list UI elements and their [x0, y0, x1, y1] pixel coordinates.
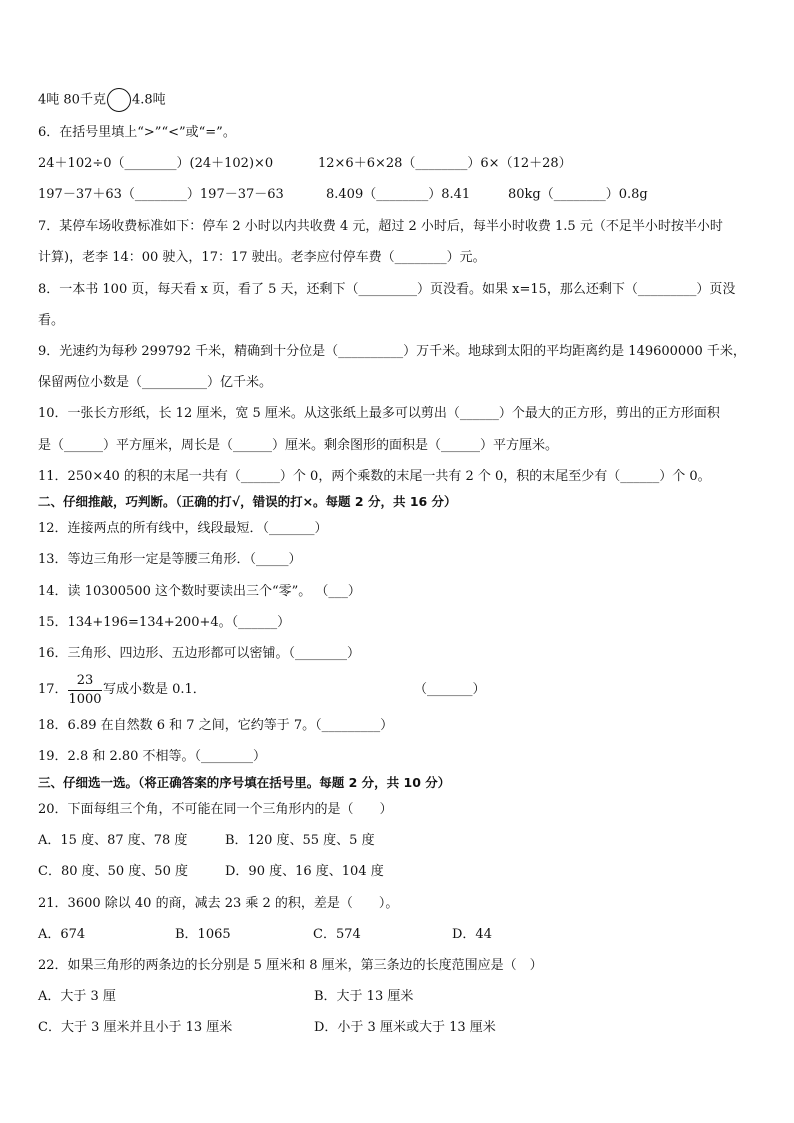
q6-item-5: 80kg（________）0.8g	[508, 187, 648, 202]
q21-option-a[interactable]: A．674	[38, 927, 86, 942]
question-17-number: 17．	[38, 682, 68, 697]
question-21: 21．3600 除以 40 的商，减去 23 乘 2 的积，差是（ ）。	[38, 896, 399, 911]
weight-right: 4.8吨	[131, 92, 166, 108]
question-17-answer: （_______）	[414, 682, 486, 697]
q21-option-c[interactable]: C．574	[313, 927, 361, 942]
fraction	[68, 672, 102, 709]
question-7-line-1: 7．某停车场收费标准如下：停车 2 小时以内共收费 4 元，超过 2 小时后，每半小时收费 1.5 元（不足半小时按半小时	[38, 219, 723, 234]
question-7-line-2: 计算)，老李 14：00 驶入，17：17 驶出。老李应付停车费（________）元。	[38, 250, 486, 265]
question-9-line-1: 9．光速约为每秒 299792 千米，精确到十分位是（__________）万千米。地球到太阳的平均距离约是 149600000 千米，	[38, 344, 746, 359]
question-22: 22．如果三角形的两条边的长分别是 5 厘米和 8 厘米，第三条边的长度范围应是（ ）	[38, 958, 543, 973]
question-10-line-1: 10．一张长方形纸，长 12 厘米，宽 5 厘米。从这张纸上最多可以剪出（______）个最大的正方形，剪出的正方形面积	[38, 406, 720, 421]
q21-option-b[interactable]: B．1065	[175, 927, 231, 942]
q20-option-a[interactable]: A．15 度、87 度、78 度	[38, 833, 188, 848]
line-compare-weight	[38, 88, 166, 112]
question-18: 18．6.89 在自然数 6 和 7 之间，它约等于 7。（_________）	[38, 718, 394, 733]
q22-option-d[interactable]: D．小于 3 厘米或大于 13 厘米	[314, 1020, 496, 1035]
question-20: 20．下面每组三个角，不可能在同一个三角形内的是（ ）	[38, 802, 393, 817]
section-3-heading: 三、仔细选一选。（将正确答案的序号填在括号里。每题 2 分，共 10 分）	[38, 775, 451, 790]
q20-option-c[interactable]: C．80 度、50 度、50 度	[38, 864, 188, 879]
q22-option-a[interactable]: A．大于 3 厘	[38, 989, 116, 1004]
question-15: 15．134+196=134+200+4。（______）	[38, 615, 291, 630]
weight-left: 4吨 80千克	[38, 92, 106, 108]
question-11: 11．250×40 的积的末尾一共有（______）个 0，两个乘数的末尾一共有 2 个 0，积的末尾至少有（______）个 0。	[38, 469, 711, 484]
fraction-numerator: 23	[68, 672, 102, 691]
question-8-line-2: 看。	[38, 313, 65, 328]
question-10-line-2: 是（______）平方厘米，周长是（______）厘米。剩余图形的面积是（______）平方厘米。	[38, 438, 559, 453]
question-19: 19．2.8 和 2.80 不相等。（________）	[38, 749, 267, 764]
question-9-line-2: 保留两位小数是（__________）亿千米。	[38, 375, 273, 390]
q21-option-d[interactable]: D．44	[452, 927, 492, 942]
q22-option-c[interactable]: C．大于 3 厘米并且小于 13 厘米	[38, 1020, 233, 1035]
q6-item-2: 12×6＋6×28（________）6×（12＋28）	[318, 156, 572, 171]
question-17-text: 写成小数是 0.1．	[103, 682, 206, 697]
section-2-heading: 二、仔细推敲，巧判断。（正确的打√，错误的打×。每题 2 分，共 16 分）	[38, 494, 457, 509]
question-6: 6．在括号里填上“>”“<”或“=”。	[38, 125, 236, 140]
question-8-line-1: 8．一本书 100 页，每天看 x 页，看了 5 天，还剩下（_________）页没看。如果 x=15，那么还剩下（_________）页没	[38, 282, 736, 297]
question-12: 12．连接两点的所有线中，线段最短．（_______）	[38, 521, 328, 536]
fraction-denominator: 1000	[68, 692, 102, 707]
compare-circle[interactable]	[107, 88, 131, 112]
q20-option-d[interactable]: D．90 度、16 度、104 度	[225, 864, 384, 879]
q6-item-1: 24＋102÷0（________）(24＋102)×0	[38, 156, 274, 171]
q6-item-4: 8.409（________）8.41	[326, 187, 471, 202]
question-14: 14．读 10300500 这个数时要读出三个“零”。 （___）	[38, 584, 361, 599]
q6-item-3: 197－37＋63（________）197－37－63	[38, 187, 284, 202]
question-16: 16．三角形、四边形、五边形都可以密铺。（________）	[38, 646, 361, 661]
question-13: 13．等边三角形一定是等腰三角形．（_____）	[38, 552, 302, 567]
q22-option-b[interactable]: B．大于 13 厘米	[314, 989, 414, 1004]
q20-option-b[interactable]: B．120 度、55 度、5 度	[225, 833, 375, 848]
